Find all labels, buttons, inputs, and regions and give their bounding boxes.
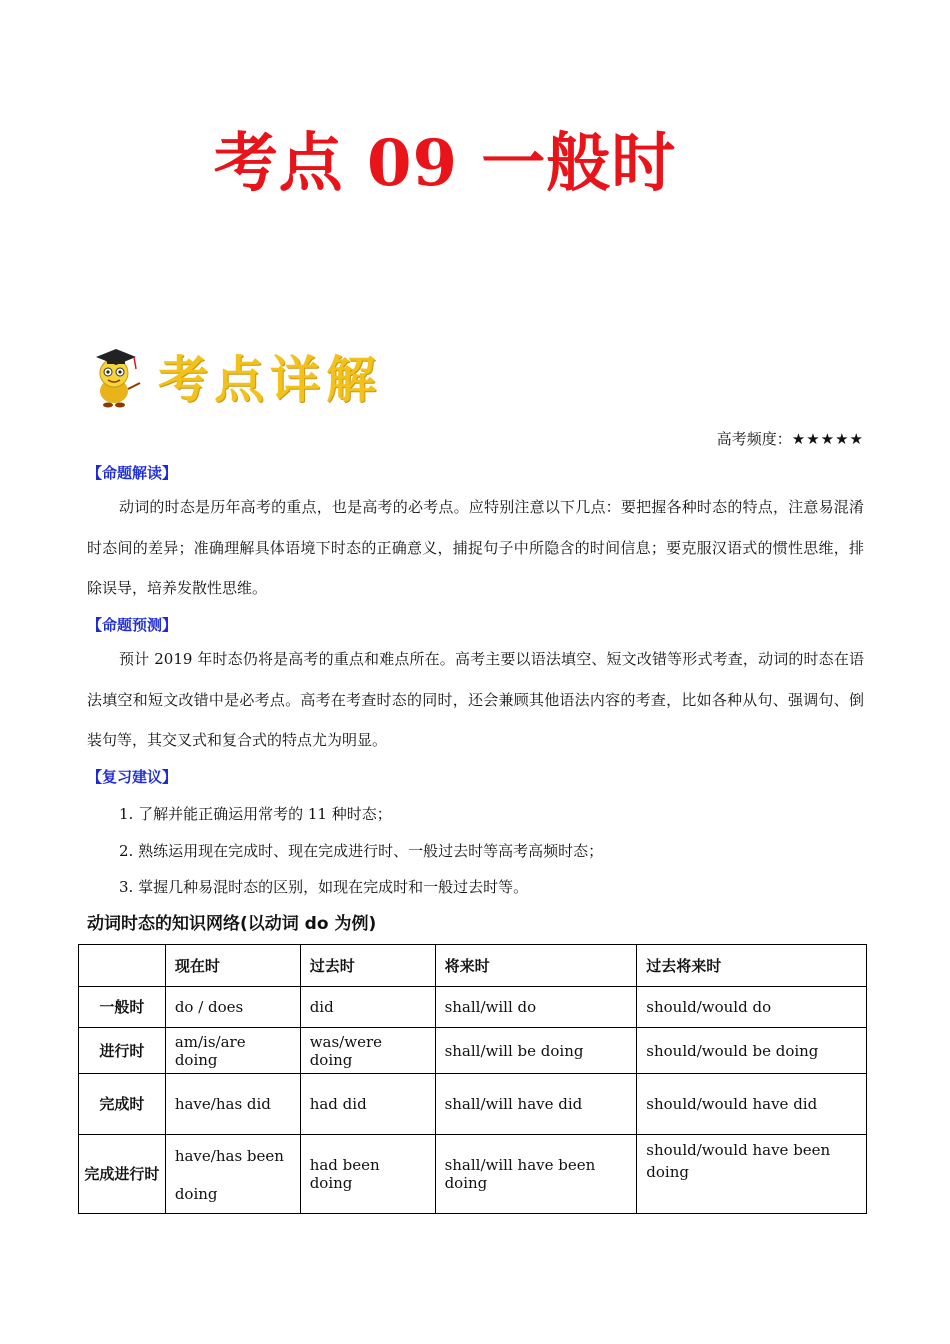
row-header-progressive: 进行时 (79, 1028, 166, 1074)
table-row (79, 1074, 867, 1135)
table-row (79, 1028, 867, 1074)
table-cell: had did (300, 1074, 435, 1135)
banner-title: 考点详解 (158, 351, 382, 409)
column-header-past: 过去时 (300, 945, 435, 987)
table-cell: had been doing (300, 1135, 435, 1214)
frequency-stars: ★★★★★ (791, 430, 864, 448)
table-cell: was/were doing (300, 1028, 435, 1074)
table-cell: shall/will be doing (435, 1028, 637, 1074)
row-header-perfect-progressive: 完成进行时 (79, 1135, 166, 1214)
column-header-blank (79, 945, 166, 987)
section-banner (92, 338, 382, 414)
page-title: 考点 09 一般时 (213, 126, 677, 201)
table-cell: should/would be doing (637, 1028, 867, 1074)
interpretation-text: 动词的时态是历年高考的重点，也是高考的必考点。应特别注意以下几点：要把握各种时态的特点，注意易混淆时态间的差异；准确理解具体语境下时态的正确意义，捕捉句子中所隐含的时间信息；要克服汉语式的惯性思维，排除误导，培养发散性思维。 (87, 498, 864, 597)
exam-frequency (717, 428, 864, 449)
table-cell: should/would have did (637, 1074, 867, 1135)
column-header-past-future: 过去将来时 (637, 945, 867, 987)
table-cell: have/has been doing (165, 1135, 300, 1214)
table-header-row (79, 945, 867, 987)
frequency-label: 高考频度： (716, 430, 792, 448)
table-cell: am/is/are doing (165, 1028, 300, 1074)
column-header-future: 将来时 (435, 945, 637, 987)
column-header-present: 现在时 (165, 945, 300, 987)
table-cell: shall/will do (435, 987, 637, 1028)
table-cell: should/would do (637, 987, 867, 1028)
prediction-text: 预计 2019 年时态仍将是高考的重点和难点所在。高考主要以语法填空、短文改错等形式考查，动词的时态在语法填空和短文改错中是必考点。高考在考查时态的同时，还会兼顾其他语法内容的考查，比如各种从句、强调句、倒装句等，其交叉式和复合式的特点尤为明显。 (87, 650, 864, 749)
table-cell: shall/will have did (435, 1074, 637, 1135)
table-cell: did (300, 987, 435, 1028)
table-cell: shall/will have been doing (435, 1135, 637, 1214)
advice-item-3: 3. 掌握几种易混时态的区别，如现在完成时和一般过去时等。 (119, 878, 529, 896)
advice-item-2: 2. 熟练运用现在完成时、现在完成进行时、一般过去时等高考高频时态； (119, 842, 604, 860)
heading-advice: 【复习建议】 (87, 768, 178, 786)
advice-item-1: 1. 了解并能正确运用常考的 11 种时态； (119, 805, 392, 823)
table-cell: do / does (165, 987, 300, 1028)
row-header-simple: 一般时 (79, 987, 166, 1028)
table-cell: should/would have been doing (637, 1135, 867, 1214)
tense-table (78, 944, 867, 1214)
row-header-perfect: 完成时 (79, 1074, 166, 1135)
table-row (79, 987, 867, 1028)
tense-network-title: 动词时态的知识网络(以动词 do 为例) (87, 914, 377, 934)
table-cell: have/has did (165, 1074, 300, 1135)
heading-prediction: 【命题预测】 (87, 616, 178, 634)
heading-interpretation: 【命题解读】 (87, 464, 178, 482)
graduate-mascot-icon (92, 343, 144, 409)
table-row (79, 1135, 867, 1214)
